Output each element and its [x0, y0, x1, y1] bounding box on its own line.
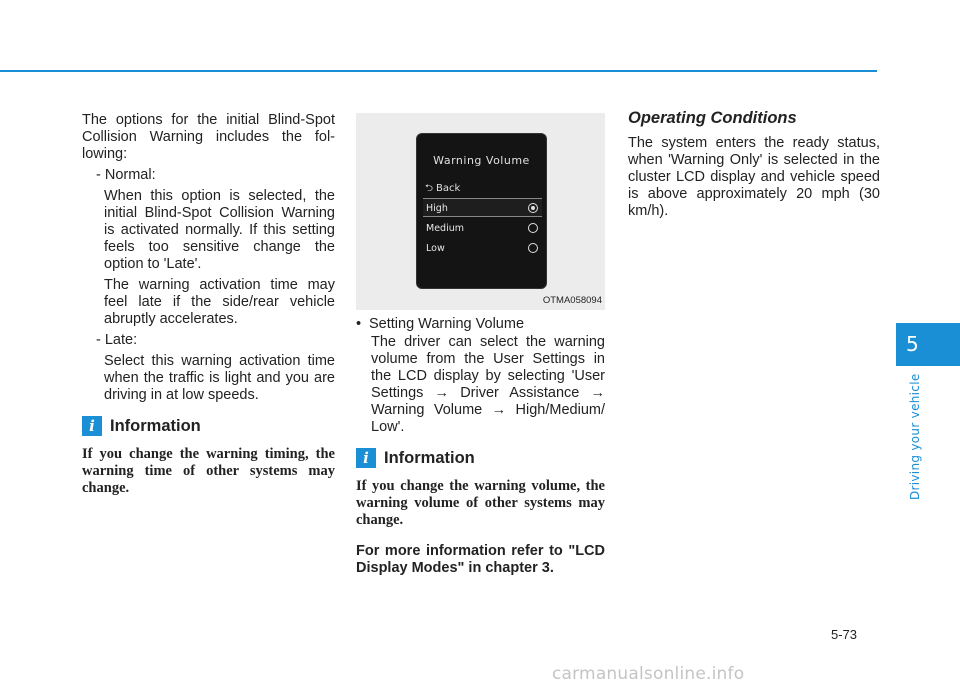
radio-icon: [528, 223, 538, 233]
information-body: If you change the warning volume, the warning volume of other systems may change.: [356, 478, 605, 528]
intro-text: The options for the initial Blind-Spot Collision Warning includes the fol-lowing:: [82, 112, 335, 162]
figure-id: OTMA058094: [542, 295, 602, 306]
option-high: [423, 198, 542, 217]
option-low: [423, 239, 542, 258]
right-column: [628, 110, 880, 220]
information-title: Information: [110, 416, 201, 435]
info-icon: i: [82, 416, 102, 436]
header-rule: [0, 70, 877, 72]
more-info-reference: For more information refer to "LCD Display Modes" in chapter 3.: [356, 543, 605, 576]
normal-label: - Normal:: [96, 167, 156, 183]
left-column: [82, 112, 335, 497]
option-label: High: [426, 203, 448, 214]
page-number: 5-73: [831, 627, 858, 642]
chapter-number: 5: [896, 323, 960, 366]
option-label: Medium: [426, 223, 464, 234]
late-paragraph: Select this warning activation time when the traffic is light and you are driving in at low speeds.: [104, 353, 335, 403]
normal-paragraph-1: When this option is selected, the initial Blind-Spot Collision Warning is activated normally. If this setting feels too sensitive change the option to 'Late'.: [104, 188, 335, 272]
cluster-figure: [356, 113, 605, 310]
middle-column: [356, 316, 605, 577]
late-label: - Late:: [96, 332, 138, 348]
chapter-title: [908, 373, 924, 505]
back-item: [425, 181, 460, 198]
info-icon: i: [356, 448, 376, 468]
section-heading: Operating Conditions: [628, 109, 797, 127]
lcd-screen: [416, 133, 547, 289]
option-medium: [423, 219, 542, 238]
operating-conditions-body: The system enters the ready status, when 'Warning Only' is selected in the cluster LCD display and vehicle speed is above approximately 20 mph (30 km/h).: [628, 135, 880, 219]
information-heading: [356, 448, 605, 468]
chapter-title-text: Driving your vehicle: [908, 373, 922, 500]
information-title: Information: [384, 448, 475, 467]
radio-selected-icon: [528, 203, 538, 213]
back-arrow-icon: ⮌: [425, 183, 434, 194]
radio-icon: [528, 243, 538, 253]
bullet-item: [356, 316, 605, 333]
option-label: Low: [426, 243, 445, 254]
bullet-body: The driver can select the warning volume from the User Settings in the LCD display by selecting 'User Settings → Driver Assistance → Warning Volume → High/Medium/ Low'.: [371, 334, 605, 435]
bullet-title: Setting Warning Volume: [369, 316, 525, 332]
screen-title: Warning Volume: [433, 154, 530, 167]
normal-paragraph-2: The warning activation time may feel late if the side/rear vehicle abruptly accelerates.: [104, 277, 335, 327]
information-heading: [82, 416, 335, 436]
watermark: carmanualsonline.info: [552, 664, 745, 684]
back-label: Back: [436, 183, 461, 194]
bullet-icon: •: [356, 316, 362, 332]
information-body: If you change the warning timing, the warning time of other systems may change.: [82, 446, 335, 496]
